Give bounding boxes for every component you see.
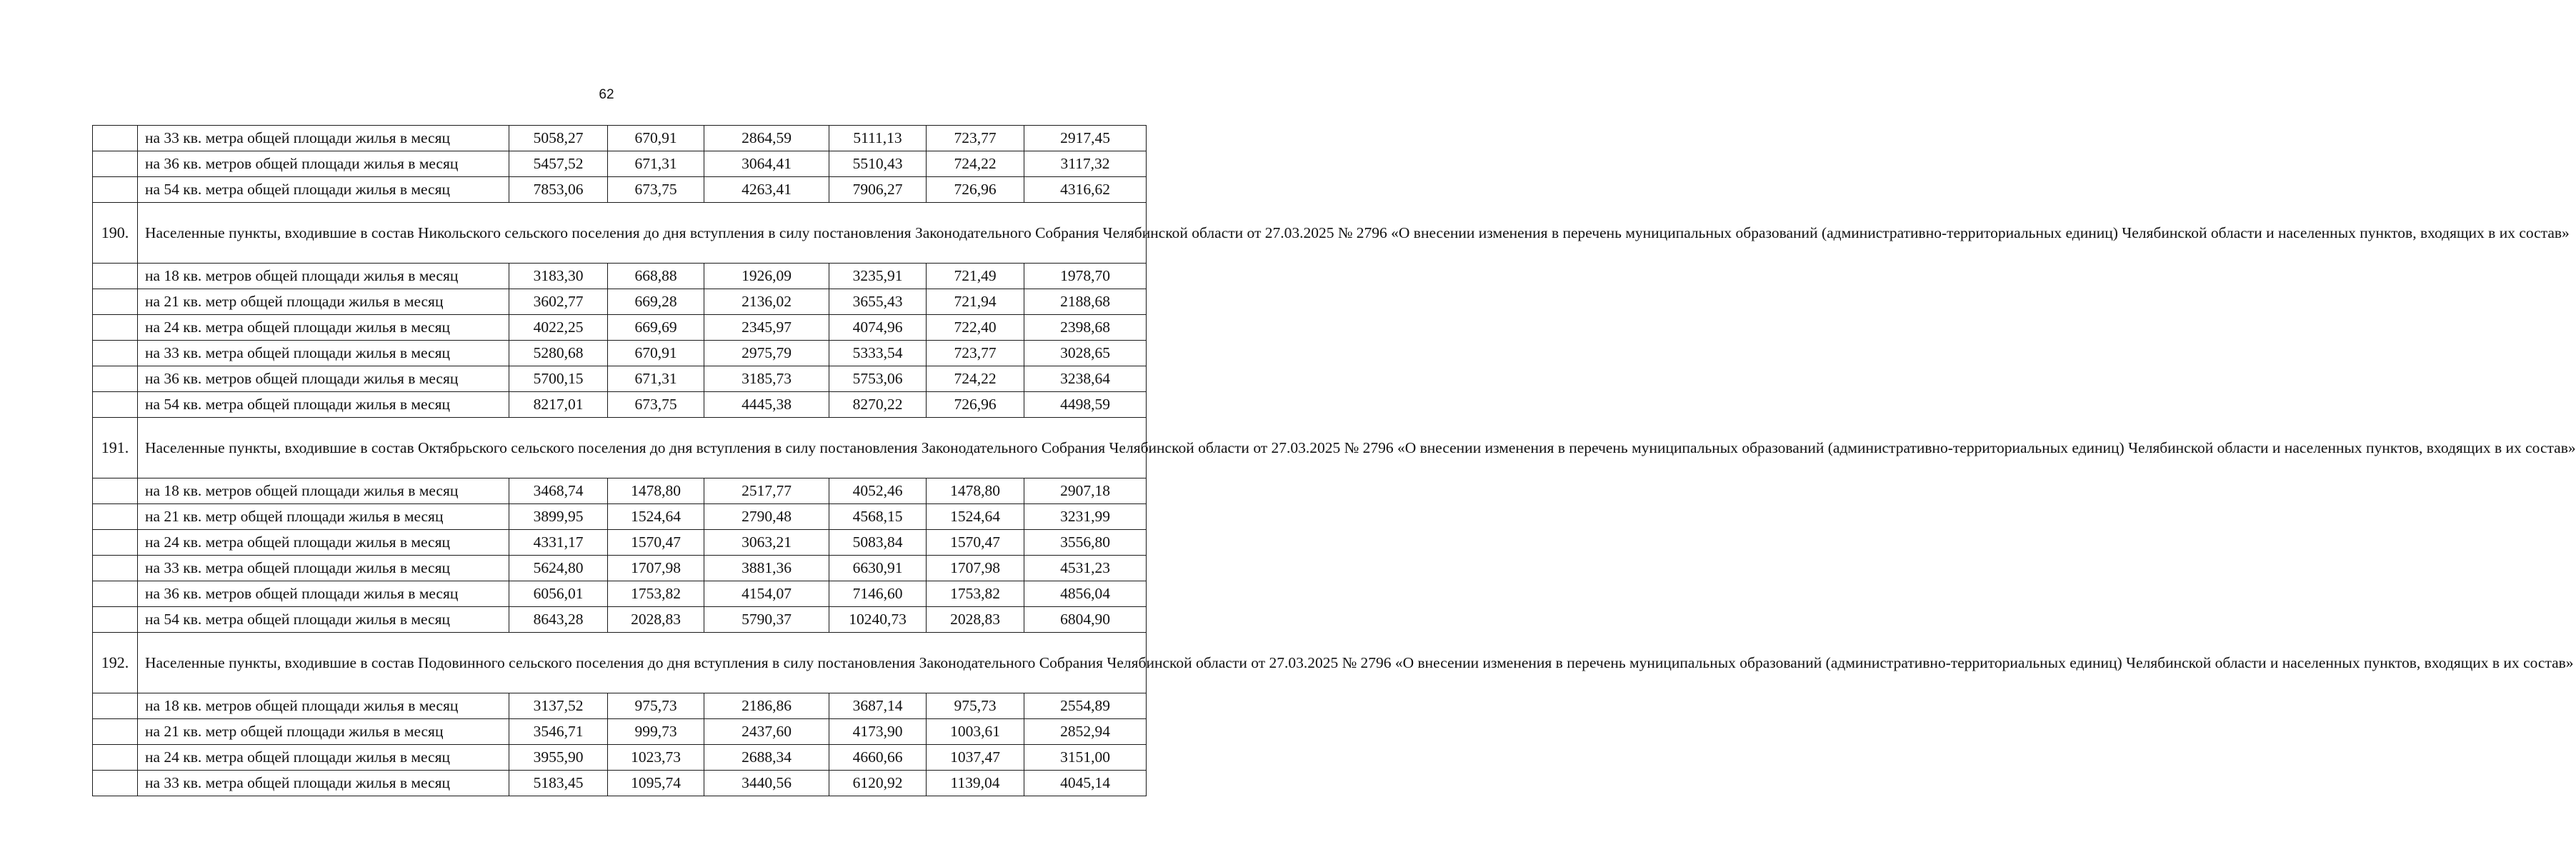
value-cell-5: 726,96 xyxy=(927,177,1024,203)
table-row xyxy=(93,341,1147,366)
row-label: на 21 кв. метр общей площади жилья в месяц xyxy=(138,504,509,530)
value-cell-2: 1753,82 xyxy=(608,581,704,607)
value-cell-3: 2186,86 xyxy=(704,693,829,719)
value-cell-4: 8270,22 xyxy=(829,392,927,418)
table-row xyxy=(93,693,1147,719)
table-row xyxy=(93,177,1147,203)
value-cell-4: 5753,06 xyxy=(829,366,927,392)
value-cell-2: 673,75 xyxy=(608,177,704,203)
value-cell-6: 3556,80 xyxy=(1024,530,1147,556)
row-label: на 24 кв. метра общей площади жилья в месяц xyxy=(138,530,509,556)
value-cell-6: 4045,14 xyxy=(1024,771,1147,796)
value-cell-1: 4022,25 xyxy=(509,315,608,341)
value-cell-4: 7146,60 xyxy=(829,581,927,607)
value-cell-1: 7853,06 xyxy=(509,177,608,203)
value-cell-5: 1524,64 xyxy=(927,504,1024,530)
value-cell-6: 4531,23 xyxy=(1024,556,1147,581)
section-title: Населенные пункты, входившие в состав Никольского сельского поселения до дня вступления в силу постановления Законодательного Собрания Челябинской области от 27.03.2025 № 2796 «О внесении изменения в перечень муниципальных образований (административно-территориальных единиц) Челябинской области и населенных пунктов, входящих в их состав» xyxy=(138,203,1147,264)
section-number: 190. xyxy=(93,203,138,264)
value-cell-1: 5457,52 xyxy=(509,151,608,177)
value-cell-1: 5183,45 xyxy=(509,771,608,796)
row-number-cell xyxy=(93,693,138,719)
value-cell-3: 3064,41 xyxy=(704,151,829,177)
value-cell-4: 4173,90 xyxy=(829,719,927,745)
value-cell-5: 975,73 xyxy=(927,693,1024,719)
row-number-cell xyxy=(93,607,138,633)
section-title: Населенные пункты, входившие в состав Подовинного сельского поселения до дня вступления в силу постановления Законодательного Собрания Челябинской области от 27.03.2025 № 2796 «О внесении изменения в перечень муниципальных образований (административно-территориальных единиц) Челябинской области и населенных пунктов, входящих в их состав» xyxy=(138,633,1147,693)
row-label: на 33 кв. метра общей площади жилья в месяц xyxy=(138,126,509,151)
value-cell-3: 4154,07 xyxy=(704,581,829,607)
row-number-cell xyxy=(93,392,138,418)
table-row xyxy=(93,607,1147,633)
value-cell-5: 1003,61 xyxy=(927,719,1024,745)
value-cell-3: 3881,36 xyxy=(704,556,829,581)
row-number-cell xyxy=(93,264,138,289)
value-cell-3: 2517,77 xyxy=(704,478,829,504)
value-cell-4: 5510,43 xyxy=(829,151,927,177)
value-cell-5: 724,22 xyxy=(927,366,1024,392)
table-row xyxy=(93,745,1147,771)
value-cell-2: 999,73 xyxy=(608,719,704,745)
value-cell-4: 5111,13 xyxy=(829,126,927,151)
table-row xyxy=(93,126,1147,151)
value-cell-5: 1037,47 xyxy=(927,745,1024,771)
value-cell-5: 1478,80 xyxy=(927,478,1024,504)
value-cell-6: 3117,32 xyxy=(1024,151,1147,177)
row-label: на 18 кв. метров общей площади жилья в месяц xyxy=(138,478,509,504)
row-label: на 21 кв. метр общей площади жилья в месяц xyxy=(138,719,509,745)
table-row xyxy=(93,556,1147,581)
table-row xyxy=(93,581,1147,607)
table-row xyxy=(93,366,1147,392)
row-label: на 33 кв. метра общей площади жилья в месяц xyxy=(138,556,509,581)
value-cell-4: 10240,73 xyxy=(829,607,927,633)
value-cell-3: 1926,09 xyxy=(704,264,829,289)
value-cell-1: 6056,01 xyxy=(509,581,608,607)
value-cell-6: 1978,70 xyxy=(1024,264,1147,289)
value-cell-5: 1570,47 xyxy=(927,530,1024,556)
value-cell-5: 721,94 xyxy=(927,289,1024,315)
value-cell-6: 4498,59 xyxy=(1024,392,1147,418)
value-cell-4: 4052,46 xyxy=(829,478,927,504)
section-header-row xyxy=(93,633,1147,693)
value-cell-2: 669,69 xyxy=(608,315,704,341)
section-header-row xyxy=(93,418,1147,478)
value-cell-2: 975,73 xyxy=(608,693,704,719)
value-cell-3: 3063,21 xyxy=(704,530,829,556)
row-label: на 36 кв. метров общей площади жилья в месяц xyxy=(138,151,509,177)
value-cell-6: 3231,99 xyxy=(1024,504,1147,530)
value-cell-2: 673,75 xyxy=(608,392,704,418)
value-cell-2: 1570,47 xyxy=(608,530,704,556)
value-cell-3: 3185,73 xyxy=(704,366,829,392)
value-cell-2: 669,28 xyxy=(608,289,704,315)
value-cell-6: 2554,89 xyxy=(1024,693,1147,719)
value-cell-1: 3955,90 xyxy=(509,745,608,771)
row-number-cell xyxy=(93,289,138,315)
value-cell-1: 3546,71 xyxy=(509,719,608,745)
value-cell-1: 3183,30 xyxy=(509,264,608,289)
row-label: на 54 кв. метра общей площади жилья в месяц xyxy=(138,177,509,203)
value-cell-1: 3468,74 xyxy=(509,478,608,504)
section-header-row xyxy=(93,203,1147,264)
value-cell-1: 3899,95 xyxy=(509,504,608,530)
value-cell-5: 722,40 xyxy=(927,315,1024,341)
value-cell-4: 3235,91 xyxy=(829,264,927,289)
value-cell-1: 8217,01 xyxy=(509,392,608,418)
value-cell-6: 2907,18 xyxy=(1024,478,1147,504)
value-cell-5: 721,49 xyxy=(927,264,1024,289)
table-row xyxy=(93,719,1147,745)
value-cell-3: 4263,41 xyxy=(704,177,829,203)
tariff-table xyxy=(92,125,2576,796)
value-cell-3: 2975,79 xyxy=(704,341,829,366)
value-cell-6: 6804,90 xyxy=(1024,607,1147,633)
value-cell-2: 1524,64 xyxy=(608,504,704,530)
value-cell-3: 2864,59 xyxy=(704,126,829,151)
value-cell-5: 1139,04 xyxy=(927,771,1024,796)
row-number-cell xyxy=(93,478,138,504)
value-cell-5: 2028,83 xyxy=(927,607,1024,633)
table-body xyxy=(93,126,2576,796)
value-cell-2: 670,91 xyxy=(608,126,704,151)
value-cell-5: 1707,98 xyxy=(927,556,1024,581)
value-cell-3: 2345,97 xyxy=(704,315,829,341)
value-cell-6: 4856,04 xyxy=(1024,581,1147,607)
row-label: на 33 кв. метра общей площади жилья в месяц xyxy=(138,771,509,796)
row-label: на 18 кв. метров общей площади жилья в месяц xyxy=(138,264,509,289)
value-cell-1: 5624,80 xyxy=(509,556,608,581)
value-cell-5: 723,77 xyxy=(927,341,1024,366)
value-cell-1: 3602,77 xyxy=(509,289,608,315)
value-cell-4: 7906,27 xyxy=(829,177,927,203)
row-number-cell xyxy=(93,366,138,392)
value-cell-6: 2188,68 xyxy=(1024,289,1147,315)
value-cell-4: 4074,96 xyxy=(829,315,927,341)
page-number: 62 xyxy=(599,87,614,102)
value-cell-3: 2437,60 xyxy=(704,719,829,745)
value-cell-2: 671,31 xyxy=(608,151,704,177)
value-cell-4: 5083,84 xyxy=(829,530,927,556)
value-cell-6: 2398,68 xyxy=(1024,315,1147,341)
value-cell-1: 4331,17 xyxy=(509,530,608,556)
value-cell-4: 3655,43 xyxy=(829,289,927,315)
row-number-cell xyxy=(93,745,138,771)
value-cell-4: 3687,14 xyxy=(829,693,927,719)
value-cell-3: 4445,38 xyxy=(704,392,829,418)
value-cell-3: 3440,56 xyxy=(704,771,829,796)
value-cell-3: 2790,48 xyxy=(704,504,829,530)
table-row xyxy=(93,392,1147,418)
value-cell-6: 3238,64 xyxy=(1024,366,1147,392)
value-cell-4: 5333,54 xyxy=(829,341,927,366)
value-cell-2: 670,91 xyxy=(608,341,704,366)
row-number-cell xyxy=(93,177,138,203)
table-row xyxy=(93,530,1147,556)
value-cell-2: 1023,73 xyxy=(608,745,704,771)
row-number-cell xyxy=(93,315,138,341)
row-label: на 54 кв. метра общей площади жилья в месяц xyxy=(138,607,509,633)
row-label: на 18 кв. метров общей площади жилья в месяц xyxy=(138,693,509,719)
value-cell-2: 671,31 xyxy=(608,366,704,392)
value-cell-6: 4316,62 xyxy=(1024,177,1147,203)
value-cell-6: 2852,94 xyxy=(1024,719,1147,745)
row-number-cell xyxy=(93,341,138,366)
value-cell-1: 5700,15 xyxy=(509,366,608,392)
value-cell-4: 4660,66 xyxy=(829,745,927,771)
section-number: 191. xyxy=(93,418,138,478)
value-cell-6: 3028,65 xyxy=(1024,341,1147,366)
value-cell-1: 5280,68 xyxy=(509,341,608,366)
value-cell-1: 3137,52 xyxy=(509,693,608,719)
row-label: на 36 кв. метров общей площади жилья в месяц xyxy=(138,581,509,607)
value-cell-5: 1753,82 xyxy=(927,581,1024,607)
section-number: 192. xyxy=(93,633,138,693)
row-number-cell xyxy=(93,151,138,177)
value-cell-3: 2688,34 xyxy=(704,745,829,771)
table-row xyxy=(93,771,1147,796)
value-cell-2: 1095,74 xyxy=(608,771,704,796)
row-label: на 24 кв. метра общей площади жилья в месяц xyxy=(138,315,509,341)
row-label: на 36 кв. метров общей площади жилья в месяц xyxy=(138,366,509,392)
row-label: на 21 кв. метр общей площади жилья в месяц xyxy=(138,289,509,315)
value-cell-3: 2136,02 xyxy=(704,289,829,315)
value-cell-1: 5058,27 xyxy=(509,126,608,151)
value-cell-2: 668,88 xyxy=(608,264,704,289)
table-row xyxy=(93,315,1147,341)
row-number-cell xyxy=(93,719,138,745)
row-number-cell xyxy=(93,581,138,607)
row-number-cell xyxy=(93,126,138,151)
value-cell-6: 3151,00 xyxy=(1024,745,1147,771)
row-number-cell xyxy=(93,556,138,581)
row-label: на 24 кв. метра общей площади жилья в месяц xyxy=(138,745,509,771)
row-number-cell xyxy=(93,504,138,530)
table-row xyxy=(93,289,1147,315)
section-title: Населенные пункты, входившие в состав Октябрьского сельского поселения до дня вступления в силу постановления Законодательного Собрания Челябинской области от 27.03.2025 № 2796 «О внесении изменения в перечень муниципальных образований (административно-территориальных единиц) Челябинской области и населенных пунктов, входящих в их состав» xyxy=(138,418,1147,478)
row-label: на 54 кв. метра общей площади жилья в месяц xyxy=(138,392,509,418)
value-cell-5: 726,96 xyxy=(927,392,1024,418)
table-row xyxy=(93,151,1147,177)
value-cell-5: 724,22 xyxy=(927,151,1024,177)
value-cell-2: 1478,80 xyxy=(608,478,704,504)
row-number-cell xyxy=(93,771,138,796)
row-label: на 33 кв. метра общей площади жилья в месяц xyxy=(138,341,509,366)
table-row xyxy=(93,478,1147,504)
value-cell-5: 723,77 xyxy=(927,126,1024,151)
value-cell-1: 8643,28 xyxy=(509,607,608,633)
value-cell-3: 5790,37 xyxy=(704,607,829,633)
value-cell-4: 4568,15 xyxy=(829,504,927,530)
row-number-cell xyxy=(93,530,138,556)
value-cell-4: 6630,91 xyxy=(829,556,927,581)
value-cell-2: 2028,83 xyxy=(608,607,704,633)
table-row xyxy=(93,264,1147,289)
table-row xyxy=(93,504,1147,530)
value-cell-2: 1707,98 xyxy=(608,556,704,581)
value-cell-6: 2917,45 xyxy=(1024,126,1147,151)
value-cell-4: 6120,92 xyxy=(829,771,927,796)
